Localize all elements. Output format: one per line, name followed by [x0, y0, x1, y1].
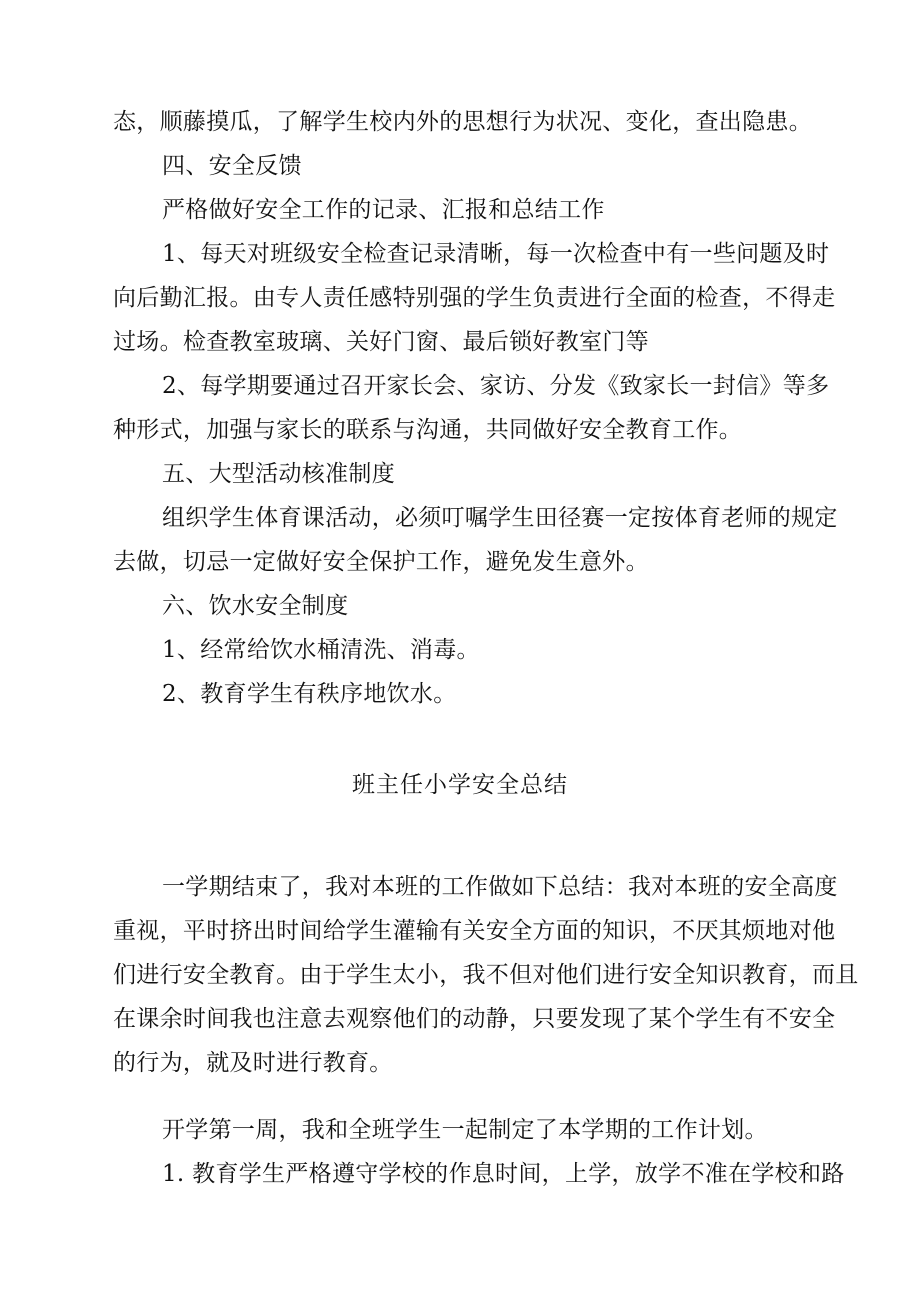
paragraph-line: 态，顺藤摸瓜，了解学生校内外的思想行为状况、变化，查出隐患。: [113, 109, 812, 135]
paragraph-line: 向后勤汇报。由专人责任感特别强的学生负责进行全面的检查，不得走: [113, 285, 836, 311]
paragraph-line: 的行为，就及时进行教育。: [113, 1050, 393, 1076]
paragraph-line: 们进行安全教育。由于学生太小，我不但对他们进行安全知识教育，而且: [113, 962, 859, 988]
section-heading-safety-feedback: 四、安全反馈: [162, 153, 302, 179]
paragraph-line: 过场。检查教室玻璃、关好门窗、最后锁好教室门等: [113, 329, 649, 355]
paragraph-line: 组织学生体育课活动，必须叮嘱学生田径赛一定按体育老师的规定: [162, 505, 838, 531]
list-item: 1. 教育学生严格遵守学校的作息时间，上学，放学不准在学校和路: [162, 1161, 845, 1187]
paragraph-line: 种形式，加强与家长的联系与沟通，共同做好安全教育工作。: [113, 417, 743, 443]
paragraph-line: 开学第一周，我和全班学生一起制定了本学期的工作计划。: [162, 1117, 768, 1143]
paragraph-line: 重视，平时挤出时间给学生灌输有关安全方面的知识，不厌其烦地对他: [113, 918, 836, 944]
list-item: 2、教育学生有秩序地饮水。: [162, 681, 457, 707]
section-title: 班主任小学安全总结: [352, 772, 568, 798]
paragraph-line: 在课余时间我也注意去观察他们的动静，只要发现了某个学生有不安全: [113, 1006, 836, 1032]
paragraph-line: 2、每学期要通过召开家长会、家访、分发《致家长一封信》等多: [162, 373, 830, 399]
section-heading-activity-approval: 五、大型活动核准制度: [162, 461, 395, 487]
paragraph-line: 一学期结束了，我对本班的工作做如下总结：我对本班的安全高度: [162, 874, 838, 900]
paragraph-line: 1、每天对班级安全检查记录清晰，每一次检查中有一些问题及时: [162, 241, 830, 267]
paragraph-line: 去做，切忌一定做好安全保护工作，避免发生意外。: [113, 549, 649, 575]
list-item: 1、经常给饮水桶清洗、消毒。: [162, 637, 480, 663]
paragraph-line: 严格做好安全工作的记录、汇报和总结工作: [162, 197, 605, 223]
section-heading-drinking-water: 六、饮水安全制度: [162, 593, 349, 619]
